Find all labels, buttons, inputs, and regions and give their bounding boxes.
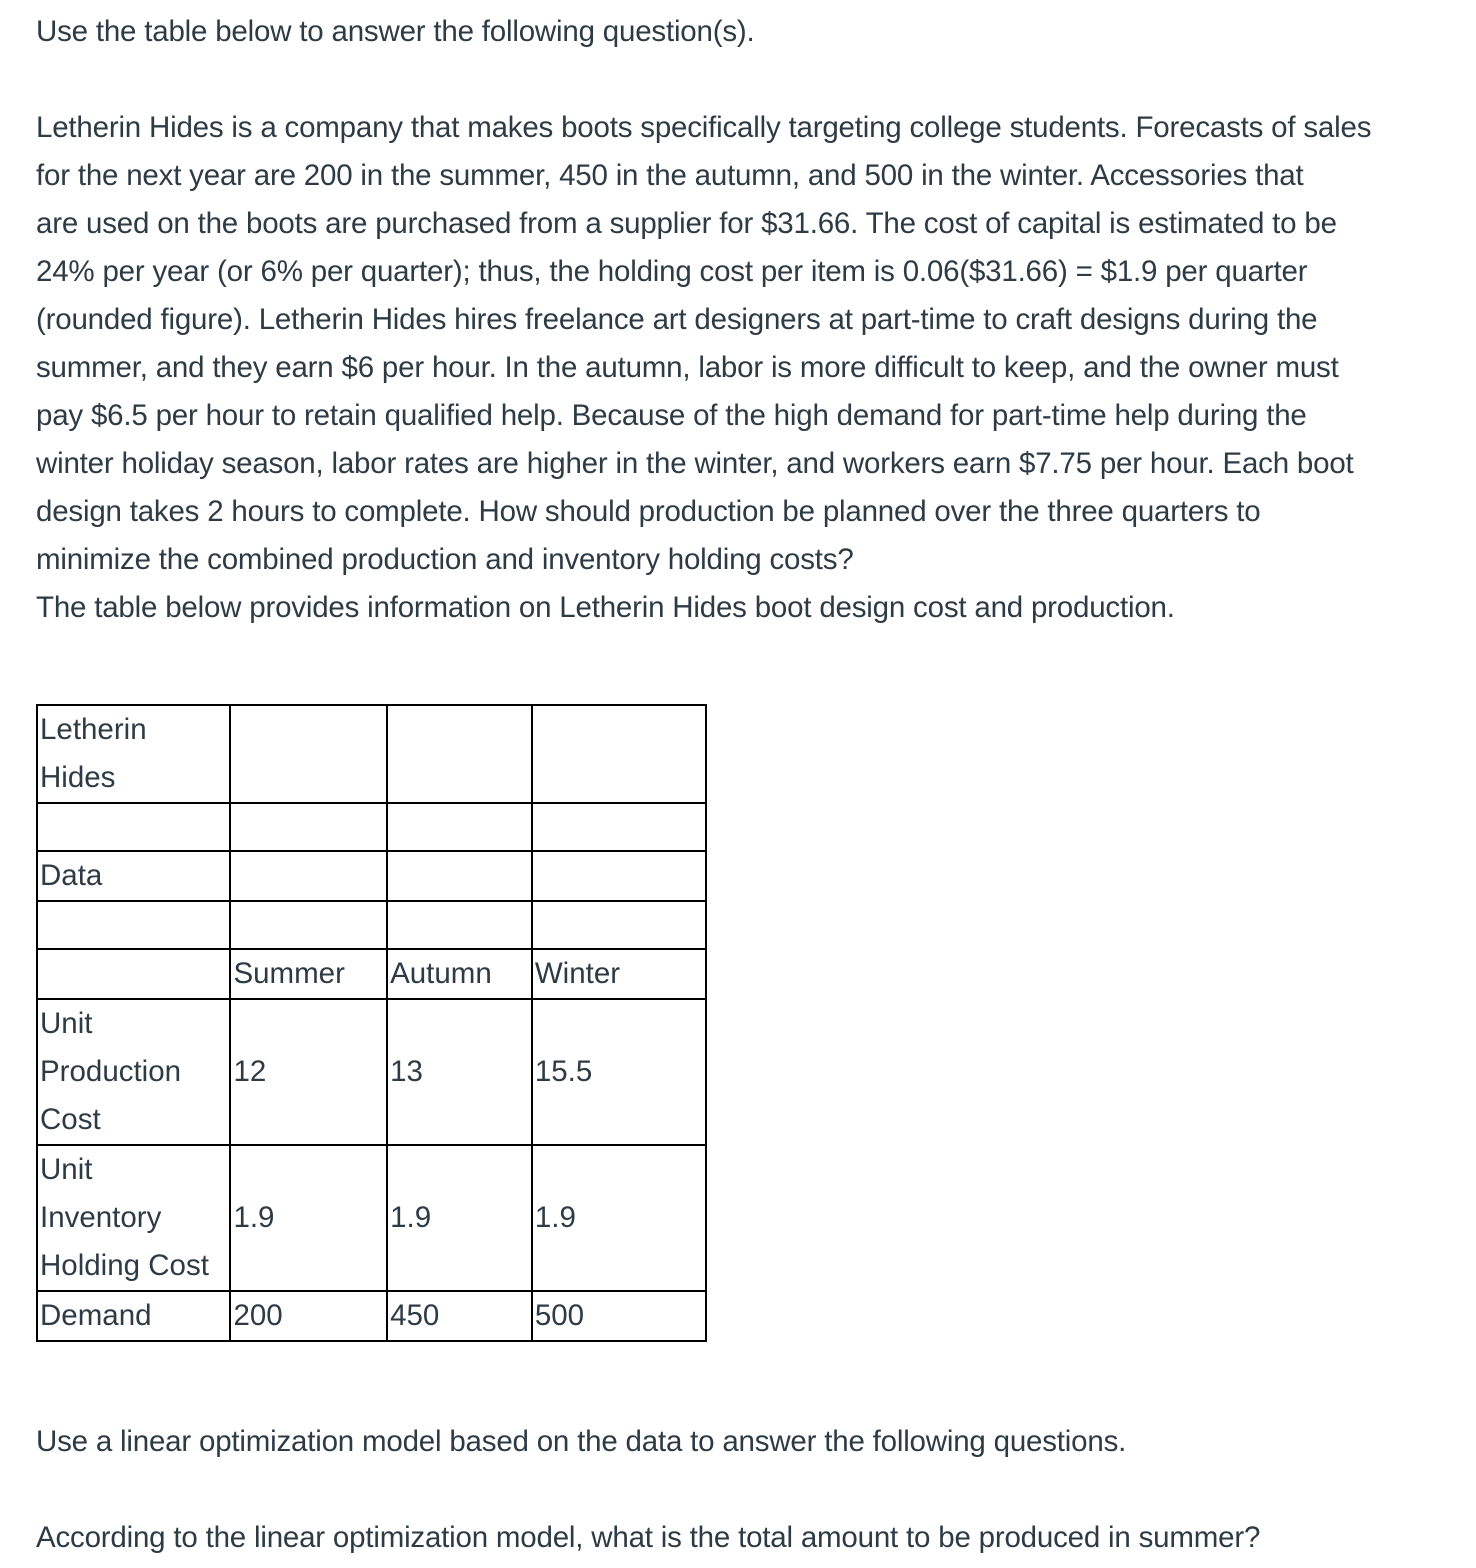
table-title: Letherin Hides	[40, 713, 147, 794]
paragraph-line: design takes 2 hours to complete. How should production be planned over the three quarters to	[36, 495, 1261, 528]
row-label	[37, 999, 230, 1145]
table-header-row	[37, 949, 706, 999]
paragraph-line: (rounded figure). Letherin Hides hires freelance art designers at part-time to craft designs during the	[36, 303, 1318, 336]
table-cell	[37, 949, 230, 999]
table-cell	[387, 851, 532, 901]
row-label-text: Unit Inventory Holding Cost	[40, 1153, 209, 1282]
table-cell	[387, 705, 532, 803]
table-cell	[230, 803, 387, 851]
table-value: 500	[532, 1291, 706, 1341]
paragraph-line: 24% per year (or 6% per quarter); thus, the holding cost per item is 0.06($31.66) = $1.9 per quarter	[36, 255, 1308, 288]
table-value: 13	[387, 999, 532, 1145]
table-cell	[532, 705, 706, 803]
intro-text: Use the table below to answer the following question(s).	[36, 15, 755, 48]
table-note: The table below provides information on Letherin Hides boot design cost and production.	[36, 591, 1175, 624]
paragraph-line: pay $6.5 per hour to retain qualified help. Because of the high demand for part-time help during the	[36, 399, 1307, 432]
column-header-summer: Summer	[230, 949, 387, 999]
table-cell	[37, 803, 230, 851]
paragraph-line: are used on the boots are purchased from a supplier for $31.66. The cost of capital is estimated to be	[36, 207, 1337, 240]
table-cell	[230, 851, 387, 901]
table-row	[37, 901, 706, 949]
table-title-cell	[37, 705, 230, 803]
paragraph-line: winter holiday season, labor rates are higher in the winter, and workers earn $7.75 per hour. Each boot	[36, 447, 1354, 480]
table-value: 450	[387, 1291, 532, 1341]
table-cell	[37, 901, 230, 949]
column-header-winter: Winter	[532, 949, 706, 999]
cost-production-table	[36, 704, 707, 1342]
table-value: 200	[230, 1291, 387, 1341]
table-cell	[230, 901, 387, 949]
table-cell	[532, 901, 706, 949]
question-text: According to the linear optimization model, what is the total amount to be produced in summer?	[36, 1521, 1261, 1554]
table-value: 1.9	[387, 1145, 532, 1291]
table-cell	[230, 705, 387, 803]
table-value: 12	[230, 999, 387, 1145]
table-value: 15.5	[532, 999, 706, 1145]
table-row	[37, 803, 706, 851]
row-label: Demand	[37, 1291, 230, 1341]
table-row	[37, 999, 706, 1145]
paragraph-line: for the next year are 200 in the summer, 450 in the autumn, and 500 in the winter. Accessories that	[36, 159, 1304, 192]
column-header-autumn: Autumn	[387, 949, 532, 999]
table-row	[37, 851, 706, 901]
table-cell	[387, 901, 532, 949]
paragraph-line: minimize the combined production and inventory holding costs?	[36, 543, 854, 576]
table-cell	[532, 803, 706, 851]
lead-text: Use a linear optimization model based on the data to answer the following questions.	[36, 1425, 1127, 1458]
table-cell	[387, 803, 532, 851]
problem-paragraph	[36, 108, 1472, 588]
row-label-text: Unit Production Cost	[40, 1007, 182, 1136]
table-row	[37, 1145, 706, 1291]
table-value: 1.9	[532, 1145, 706, 1291]
table-value: 1.9	[230, 1145, 387, 1291]
paragraph-line: summer, and they earn $6 per hour. In the autumn, labor is more difficult to keep, and the owner must	[36, 351, 1339, 384]
table-row	[37, 1291, 706, 1341]
paragraph-line: Letherin Hides is a company that makes boots specifically targeting college students. Forecasts of sales	[36, 111, 1372, 144]
table-title-row	[37, 705, 706, 803]
row-label	[37, 1145, 230, 1291]
data-label-cell: Data	[37, 851, 230, 901]
table-cell	[532, 851, 706, 901]
